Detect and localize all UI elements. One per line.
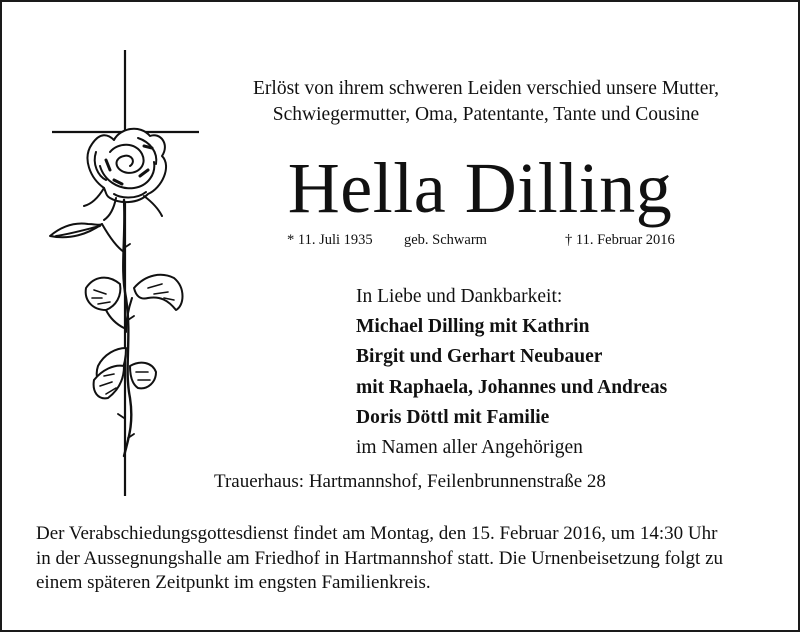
service-announcement <box>36 522 776 596</box>
mourners-intro: In Liebe und Dankbarkeit: <box>356 286 563 307</box>
mourning-house-address: Trauerhaus: Hartmannshof, Feilenbrunnenstraße 28 <box>214 471 606 492</box>
service-line-2: in der Aussegnungshalle am Friedhof in Hartmannshof statt. Die Urnenbeisetzung folgt zu <box>36 547 724 569</box>
deceased-name: Hella Dilling <box>287 148 673 228</box>
mourners-list <box>356 282 667 463</box>
intro-line-1: Erlöst von ihrem schweren Leiden verschied unsere Mutter, <box>253 78 719 99</box>
service-line-1: Der Verabschiedungsgottesdienst findet am Montag, den 15. Februar 2016, um 14:30 Uhr <box>36 523 718 544</box>
service-line-3: einem späteren Zeitpunkt im engsten Familienkreis. <box>36 572 431 593</box>
maiden-name: geb. Schwarm <box>404 232 487 248</box>
mourner-line: Birgit und Gerhart Neubauer <box>356 346 603 368</box>
cross-icon <box>52 50 199 496</box>
cross-with-rose-emblem <box>44 48 214 498</box>
mourner-line: Doris Döttl mit Familie <box>356 406 550 428</box>
mourner-line: Michael Dilling mit Kathrin <box>356 316 590 338</box>
birth-date: * 11. Juli 1935 <box>287 232 373 248</box>
mourner-line: mit Raphaela, Johannes und Andreas <box>356 376 668 398</box>
intro-text <box>214 76 758 128</box>
intro-line-2: Schwiegermutter, Oma, Patentante, Tante und Cousine <box>272 104 700 125</box>
rose-icon <box>50 129 183 456</box>
death-date: † 11. Februar 2016 <box>565 232 675 248</box>
mourners-closing: im Namen aller Angehörigen <box>356 437 583 459</box>
